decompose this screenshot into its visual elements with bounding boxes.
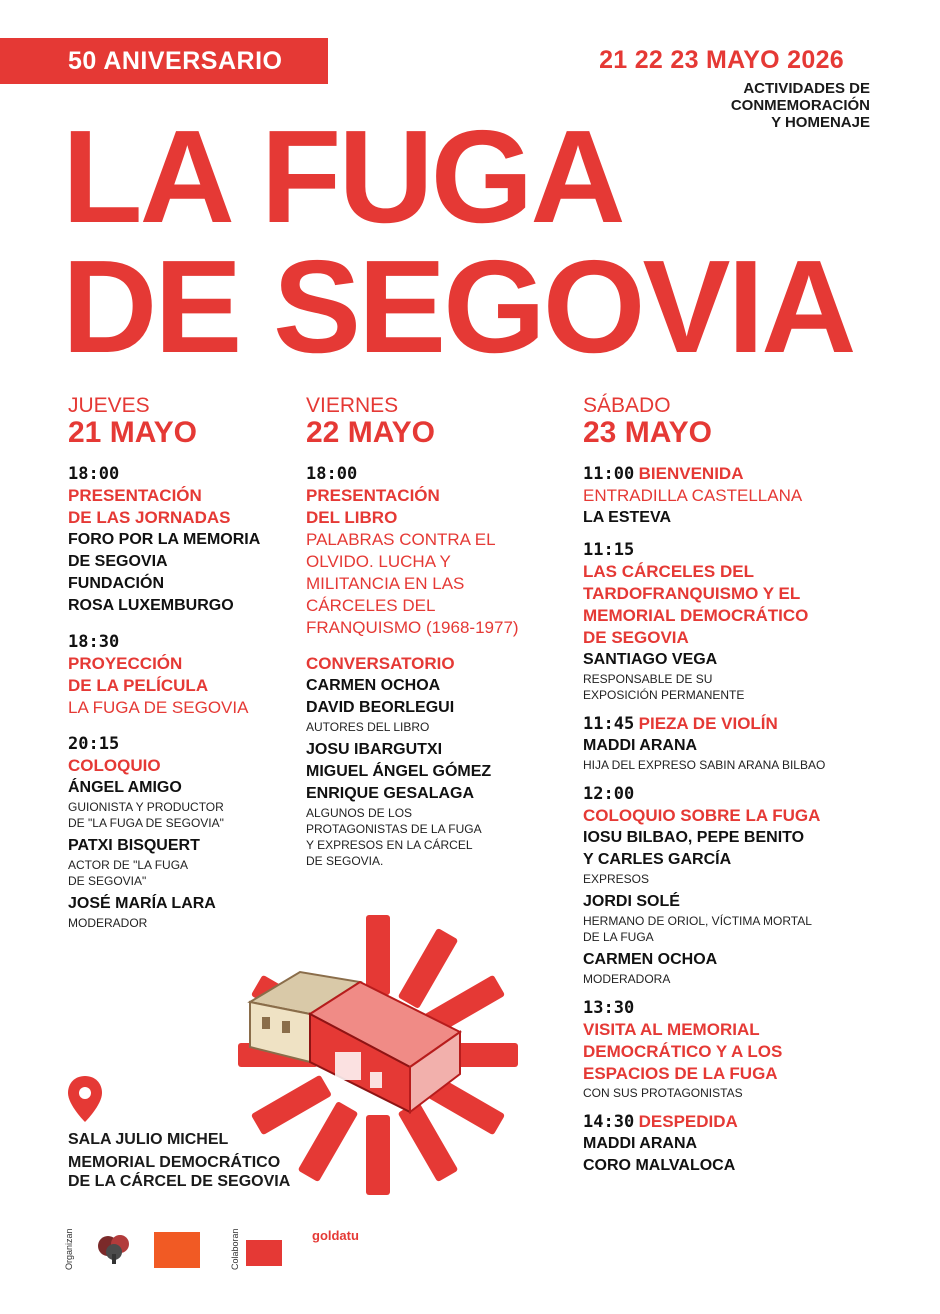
- book-title: PALABRAS CONTRA EL: [306, 530, 496, 549]
- event: [583, 997, 883, 1101]
- subtitle-line: ACTIVIDADES DE: [743, 80, 870, 97]
- title-line-2: DE SEGOVIA: [62, 233, 854, 380]
- event-time: 14:30: [583, 1112, 635, 1132]
- event: [583, 713, 883, 773]
- participant-name: MADDI ARANA: [583, 737, 698, 754]
- anniversary-badge: 50 ANIVERSARIO: [0, 38, 328, 84]
- book-title: MILITANCIA EN LAS: [306, 574, 465, 593]
- venue-room: SALA JULIO MICHEL: [68, 1131, 229, 1148]
- event: [68, 733, 328, 931]
- participant-name: Y CARLES GARCÍA: [583, 851, 732, 868]
- participant-name: MADDI ARANA: [583, 1135, 698, 1152]
- participant-name: ENRIQUE GESALAGA: [306, 785, 475, 802]
- title-line-1: LA FUGA: [62, 103, 623, 250]
- participant-role: MODERADOR: [68, 916, 148, 930]
- subtitle-line: CONMEMORACIÓN: [730, 97, 870, 114]
- event-title: BIENVENIDA: [638, 464, 744, 483]
- event: [583, 539, 883, 703]
- event-title: PROYECCIÓN: [68, 654, 183, 673]
- location-pin-icon: [68, 1076, 102, 1122]
- participant-role: HERMANO DE ORIOL, VÍCTIMA MORTAL DE LA FUGA: [583, 914, 812, 944]
- event-title: DEL LIBRO: [306, 508, 398, 527]
- event-title: LAS CÁRCELES DEL: [583, 562, 754, 581]
- participant-name: LA ESTEVA: [583, 509, 672, 526]
- event: [306, 463, 576, 639]
- book-title: FRANQUISMO (1968-1977): [306, 618, 519, 637]
- event-time: 11:00: [583, 464, 635, 484]
- collaborator-logo-goldatu: goldatu: [312, 1228, 359, 1243]
- day-date: 22 MAYO: [306, 416, 435, 449]
- event-title: DE LAS JORNADAS: [68, 508, 231, 527]
- event-time: 20:15: [68, 734, 120, 754]
- day-name: SÁBADO: [583, 394, 671, 417]
- book-title: OLVIDO. LUCHA Y: [306, 552, 451, 571]
- event: [583, 1111, 883, 1177]
- participant-name: JORDI SOLÉ: [583, 893, 680, 910]
- participant-name: CORO MALVALOCA: [583, 1157, 736, 1174]
- participant-name: ÁNGEL AMIGO: [68, 779, 182, 796]
- event-time: 12:00: [583, 784, 635, 804]
- event-time: 11:15: [583, 540, 635, 560]
- event-title: PRESENTACIÓN: [306, 486, 440, 505]
- event-title: TARDOFRANQUISMO Y EL: [583, 584, 801, 603]
- event: [583, 783, 883, 987]
- prison-building-icon: [240, 962, 470, 1122]
- event-dates: 21 22 23 MAYO 2026: [599, 46, 844, 74]
- participant-name: JOSÉ MARÍA LARA: [68, 895, 216, 912]
- event-title: DESPEDIDA: [638, 1112, 738, 1131]
- event-title: DE LA PELÍCULA: [68, 676, 209, 695]
- day-column-friday: [306, 395, 576, 883]
- participant-name: SANTIAGO VEGA: [583, 651, 718, 668]
- participant-role: AUTORES DEL LIBRO: [306, 720, 430, 734]
- day-date: 21 MAYO: [68, 416, 197, 449]
- participant-role: ACTOR DE "LA FUGA DE SEGOVIA": [68, 858, 189, 888]
- participant-name: MIGUEL ÁNGEL GÓMEZ: [306, 763, 492, 780]
- participant-name: CARMEN OCHOA: [583, 951, 718, 968]
- event-title: COLOQUIO SOBRE LA FUGA: [583, 806, 821, 825]
- event-title: MEMORIAL DEMOCRÁTICO: [583, 606, 809, 625]
- venue-building: MEMORIAL DEMOCRÁTICO: [68, 1154, 281, 1171]
- venue-building: DE LA CÁRCEL DE SEGOVIA: [68, 1173, 291, 1190]
- organizers-label: Organizan: [64, 1228, 74, 1270]
- participant-name: FUNDACIÓN: [68, 575, 164, 592]
- participant-name: FORO POR LA MEMORIA: [68, 531, 261, 548]
- collaborator-logo-red: [246, 1240, 282, 1266]
- event-title: ESPACIOS DE LA FUGA: [583, 1064, 778, 1083]
- venue-address: [68, 1130, 290, 1195]
- participant-role: HIJA DEL EXPRESO SABIN ARANA BILBAO: [583, 758, 826, 772]
- event-subtitle: ENTRADILLA CASTELLANA: [583, 486, 803, 505]
- event: [68, 463, 328, 617]
- subtitle: [731, 80, 870, 131]
- participant-role: RESPONSABLE DE SU EXPOSICIÓN PERMANENTE: [583, 672, 745, 702]
- participant-name: DAVID BEORLEGUI: [306, 699, 455, 716]
- event-title: DE SEGOVIA: [583, 628, 689, 647]
- participant-name: DE SEGOVIA: [68, 553, 168, 570]
- event: [306, 653, 576, 869]
- event-title: CONVERSATORIO: [306, 654, 455, 673]
- event-title: PRESENTACIÓN: [68, 486, 202, 505]
- event-title: COLOQUIO: [68, 756, 161, 775]
- participant-role: EXPRESOS: [583, 872, 650, 886]
- participant-name: IOSU BILBAO, PEPE BENITO: [583, 829, 805, 846]
- event: [68, 631, 328, 719]
- event-subtitle: LA FUGA DE SEGOVIA: [68, 698, 249, 717]
- event-title: PIEZA DE VIOLÍN: [638, 714, 778, 733]
- day-name: JUEVES: [68, 394, 150, 417]
- event-title: DEMOCRÁTICO Y A LOS: [583, 1042, 783, 1061]
- subtitle-line: Y HOMENAJE: [771, 114, 870, 131]
- participant-name: JOSU IBARGUTXI: [306, 741, 443, 758]
- participant-role: MODERADORA: [583, 972, 671, 986]
- event-time: 18:00: [68, 464, 120, 484]
- participant-role: ALGUNOS DE LOS PROTAGONISTAS DE LA FUGA Y EXPRESOS EN LA CÁRCEL DE SEGOVIA.: [306, 806, 482, 868]
- participant-name: ROSA LUXEMBURGO: [68, 597, 234, 614]
- book-title: CÁRCELES DEL: [306, 596, 436, 615]
- participant-role: CON SUS PROTAGONISTAS: [583, 1086, 743, 1100]
- organizer-logo-memory-forum: [92, 1232, 138, 1266]
- participant-role: GUIONISTA Y PRODUCTOR DE "LA FUGA DE SEGOVIA": [68, 800, 224, 830]
- day-column-saturday: [583, 395, 883, 1191]
- event-time: 18:30: [68, 632, 120, 652]
- collaborators-label: Colaboran: [230, 1228, 240, 1270]
- participant-name: CARMEN OCHOA: [306, 677, 441, 694]
- event-time: 13:30: [583, 998, 635, 1018]
- day-column-thursday: [68, 395, 328, 945]
- event-time: 18:00: [306, 464, 358, 484]
- participant-name: PATXI BISQUERT: [68, 837, 200, 854]
- event: [583, 463, 883, 529]
- event-title: VISITA AL MEMORIAL: [583, 1020, 760, 1039]
- organizer-logo-rosa-luxemburg: [154, 1232, 200, 1268]
- day-name: VIERNES: [306, 394, 399, 417]
- day-date: 23 MAYO: [583, 416, 712, 449]
- event-time: 11:45: [583, 714, 635, 734]
